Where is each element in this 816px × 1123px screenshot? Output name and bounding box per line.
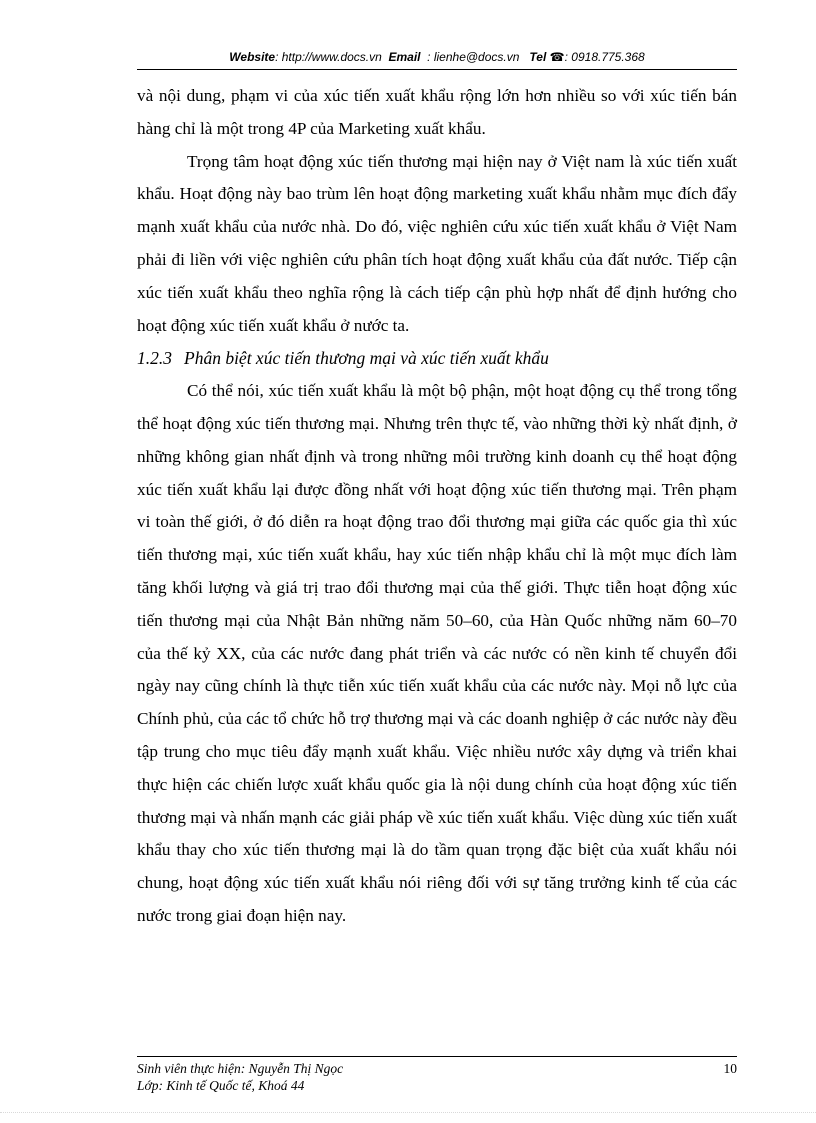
website-value: : http://www.docs.vn	[275, 50, 382, 64]
page-header	[137, 47, 737, 70]
footer-class: Lớp: Kinh tế Quốc tế, Khoá 44	[137, 1078, 305, 1093]
page-number: 10	[723, 1061, 737, 1076]
paragraph-distinction: Có thể nói, xúc tiến xuất khẩu là một bộ phận, một hoạt động cụ thể trong tổng thể hoạt động xúc tiến thương mại. Nhưng trên thực tế, vào những thời kỳ nhất định, ở những không gian nhất định và trong những môi trường kinh doanh cụ thể hoạt động xúc tiến xuất khẩu lại được đồng nhất với hoạt động xúc tiến thương mại. Trên phạm vi toàn thế giới, ở đó diễn ra hoạt động trao đổi thương mại giữa các quốc gia thì xúc tiến thương mại, xúc tiến xuất khẩu, hay xúc tiến nhập khẩu chỉ là một mục đích làm tăng khối lượng và giá trị trao đổi thương mại của thế giới. Thực tiễn hoạt động xúc tiến thương mại của Nhật Bản những năm 50–60, của Hàn Quốc những năm 60–70 của thế kỷ XX, của các nước đang phát triển và các nước có nền kinh tế chuyển đổi ngày nay cũng chính là thực tiễn xúc tiến xuất khẩu của các nước này. Mọi nỗ lực của Chính phủ, của các tổ chức hỗ trợ thương mại và các doanh nghiệp ở các nước này đều tập trung cho mục tiêu đẩy mạnh xuất khẩu. Việc nhiều nước xây dựng và triển khai thực hiện các chiến lược xuất khẩu quốc gia là nội dung chính của hoạt động xúc tiến thương mại và nhấn mạnh các giải pháp về xúc tiến xuất khẩu. Việc dùng xúc tiến xuất khẩu thay cho xúc tiến thương mại là do tầm quan trọng đặc biệt của xuất khẩu nói chung, hoạt động xúc tiến xuất khẩu nói riêng đối với sự tăng trưởng kinh tế của các nước trong giai đoạn hiện nay.	[137, 381, 737, 925]
page-footer	[137, 1056, 737, 1094]
document-body	[137, 80, 737, 933]
section-title: Phân biệt xúc tiến thương mại và xúc tiến xuất khẩu	[184, 348, 549, 369]
page-bottom-divider	[0, 1112, 816, 1113]
section-number: 1.2.3	[137, 348, 172, 369]
tel-label: Tel	[529, 50, 547, 64]
website-label: Website	[229, 50, 276, 64]
tel-value: : 0918.775.368	[564, 50, 645, 64]
telephone-icon: ☎	[549, 50, 565, 64]
footer-student: Sinh viên thực hiện: Nguyễn Thị Ngọc	[137, 1061, 344, 1076]
section-heading	[137, 342, 737, 375]
email-label: Email	[388, 50, 421, 64]
paragraph-continuation: và nội dung, phạm vi của xúc tiến xuất khẩu rộng lớn hơn nhiều so với xúc tiến bán hàng chỉ là một trong 4P của Marketing xuất khẩu.	[137, 86, 737, 138]
paragraph-trade-promotion-focus: Trọng tâm hoạt động xúc tiến thương mại hiện nay ở Việt nam là xúc tiến xuất khẩu. Hoạt động này bao trùm lên hoạt động marketing xuất khẩu nhằm mục đích đẩy mạnh xuất khẩu của nước nhà. Do đó, việc nghiên cứu xúc tiến xuất khẩu ở Việt Nam phải đi liền với việc nghiên cứu phân tích hoạt động xuất khẩu của đất nước. Tiếp cận xúc tiến xuất khẩu theo nghĩa rộng là cách tiếp cận phù hợp nhất để định hướng cho hoạt động xúc tiến xuất khẩu ở nước ta.	[137, 151, 737, 335]
email-value: : lienhe@docs.vn	[427, 50, 520, 64]
